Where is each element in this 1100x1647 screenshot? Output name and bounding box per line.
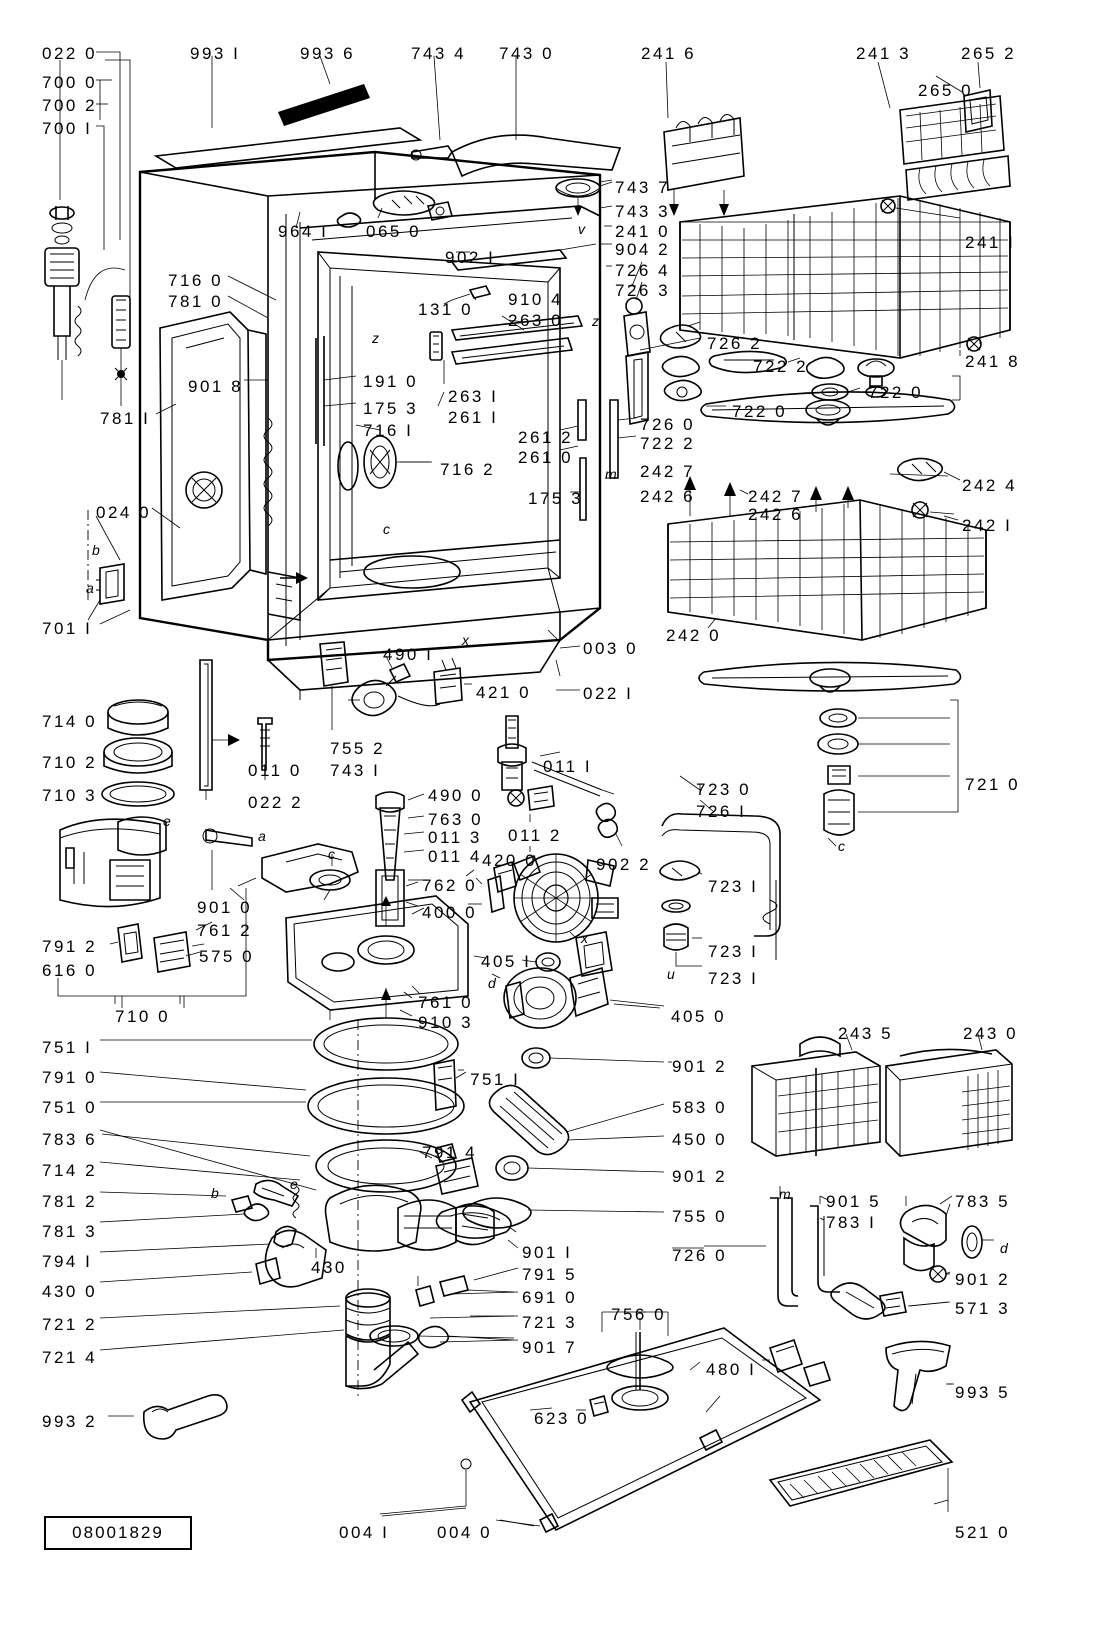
part-number-label: 700 I	[42, 119, 93, 138]
part-number-label: 004 0	[437, 1523, 493, 1542]
part-number-label: 910 3	[418, 1013, 474, 1032]
part-number-label: 265 0	[918, 81, 974, 100]
part-number-label: 751 0	[42, 1098, 98, 1117]
callout-letter: d	[1000, 1240, 1008, 1256]
part-number-label: 743 3	[615, 202, 671, 221]
part-number-label: 901 5	[826, 1192, 882, 1211]
part-number-label: 716 0	[168, 271, 224, 290]
part-number-label: 616 0	[42, 961, 98, 980]
part-number-label: 241 8	[965, 352, 1021, 371]
callout-letter: v	[578, 221, 585, 237]
part-number-label: 993 2	[42, 1412, 98, 1431]
callout-letter: a	[258, 828, 266, 844]
part-number-label: 623 0	[534, 1409, 590, 1428]
part-number-label: 756 0	[611, 1305, 667, 1324]
part-number-label: 583 0	[672, 1098, 728, 1117]
part-number-label: 791 5	[522, 1265, 578, 1284]
sump-housing	[100, 1130, 516, 1389]
part-number-label: 743 I	[330, 761, 381, 780]
part-number-label: 781 3	[42, 1222, 98, 1241]
part-number-label: 024 0	[96, 503, 152, 522]
part-number-label: 242 4	[962, 476, 1018, 495]
part-number-label: 241 I	[965, 233, 1016, 252]
part-number-label: 716 2	[440, 460, 496, 479]
part-number-label: 191 0	[363, 372, 419, 391]
part-number-label: 794 I	[42, 1252, 93, 1271]
part-number-label: 791 2	[42, 937, 98, 956]
callout-letter: x	[462, 632, 469, 648]
part-number-label: 242 6	[748, 505, 804, 524]
part-number-label: 726 0	[672, 1246, 728, 1265]
part-number-label: 901 2	[672, 1057, 728, 1076]
part-number-label: 400 0	[422, 903, 478, 922]
part-number-label: 243 0	[963, 1024, 1019, 1043]
part-number-label: 721 4	[42, 1348, 98, 1367]
top-lid-743-0	[411, 56, 620, 216]
callout-letter: c	[838, 838, 845, 854]
part-number-label: 721 2	[42, 1315, 98, 1334]
part-number-label: 716 I	[363, 421, 414, 440]
part-number-label: 964 I	[278, 222, 329, 241]
part-number-label: 011 2	[508, 826, 562, 845]
callout-letter: b	[211, 1185, 219, 1201]
part-number-label: 242 0	[666, 626, 722, 645]
part-number-label: 722 0	[732, 402, 788, 421]
part-number-label: 755 0	[672, 1207, 728, 1226]
part-number-label: 022 I	[583, 684, 634, 703]
dark-strip-993-6	[278, 56, 370, 126]
part-number-label: 710 2	[42, 753, 98, 772]
part-number-label: 022 2	[248, 793, 304, 812]
part-number-label: 421 0	[476, 683, 532, 702]
part-number-label: 700 2	[42, 96, 98, 115]
callout-letter: e	[163, 813, 171, 829]
funnel-993-5	[886, 1341, 952, 1410]
callout-letter: e	[290, 1176, 298, 1192]
part-number-label: 726 I	[696, 802, 747, 821]
part-number-label: 430 0	[42, 1282, 98, 1301]
part-number-label: 131 0	[418, 300, 474, 319]
part-number-label: 723 I	[708, 969, 759, 988]
part-number-label: 726 3	[615, 281, 671, 300]
callout-letter: u	[667, 966, 675, 982]
part-number-label: 420 0	[482, 851, 538, 870]
part-number-label: 783 6	[42, 1130, 98, 1149]
part-number-label: 710 3	[42, 786, 98, 805]
part-number-label: 490 I	[383, 645, 434, 664]
part-number-label: 791 0	[42, 1068, 98, 1087]
part-number-label: 450 0	[672, 1130, 728, 1149]
part-number-label: 430	[311, 1258, 347, 1277]
part-number-label: 726 4	[615, 261, 671, 280]
part-number-label: 575 0	[199, 947, 255, 966]
part-number-label: 700 0	[42, 73, 98, 92]
part-number-label: 011 4	[428, 847, 482, 866]
part-number-label: 714 0	[42, 712, 98, 731]
part-number-label: 261 0	[518, 448, 574, 467]
part-number-label: 902 2	[596, 855, 652, 874]
part-number-label: 011 3	[428, 828, 482, 847]
float-sensor	[376, 716, 622, 926]
part-number-label: 993 6	[300, 44, 356, 63]
callout-letter: a	[86, 580, 94, 596]
part-number-label: 242 6	[640, 487, 696, 506]
document-number: 08001829	[44, 1516, 192, 1550]
part-number-label: 714 2	[42, 1161, 98, 1180]
door-hinge-damper	[45, 60, 130, 620]
part-number-label: 175 3	[528, 489, 584, 508]
part-number-label: 723 I	[708, 877, 759, 896]
callout-letter: d	[488, 975, 496, 991]
part-number-label: 242 7	[748, 487, 804, 506]
cutlery-baskets	[752, 1034, 1012, 1156]
upper-basket	[664, 62, 1010, 358]
part-number-label: 065 0	[366, 222, 422, 241]
callout-letter: z	[372, 330, 379, 346]
part-number-label: 242 I	[962, 516, 1013, 535]
wrench-993-2	[108, 1395, 227, 1439]
part-number-label: 901 2	[672, 1167, 728, 1186]
part-number-label: 480 I	[706, 1360, 757, 1379]
part-number-label: 783 5	[955, 1192, 1011, 1211]
part-number-label: 261 I	[448, 408, 499, 427]
part-number-label: 783 I	[826, 1213, 877, 1232]
callout-letter: z	[592, 313, 599, 329]
part-number-label: 902 I	[445, 248, 496, 267]
part-number-label: 726 2	[707, 334, 763, 353]
part-number-label: 743 0	[499, 44, 555, 63]
part-number-label: 241 0	[615, 222, 671, 241]
part-number-label: 691 0	[522, 1288, 578, 1307]
part-number-label: 521 0	[955, 1523, 1011, 1542]
callout-letter: c	[383, 521, 390, 537]
part-number-label: 722 0	[868, 383, 924, 402]
part-number-label: 261 2	[518, 428, 574, 447]
callout-letter: x	[581, 930, 588, 946]
part-number-label: 242 7	[640, 462, 696, 481]
part-number-label: 993 5	[955, 1383, 1011, 1402]
lower-basket	[668, 458, 986, 640]
part-number-label: 723 I	[708, 942, 759, 961]
part-number-label: 726 0	[640, 415, 696, 434]
part-number-label: 901 2	[955, 1270, 1011, 1289]
heater-strip	[770, 1440, 952, 1506]
part-number-label: 265 2	[961, 44, 1017, 63]
part-number-label: 490 0	[428, 786, 484, 805]
part-number-label: 405 I	[481, 952, 532, 971]
callout-letter: m	[605, 466, 617, 482]
part-number-label: 762 0	[422, 876, 478, 895]
callout-letter: c	[328, 846, 335, 862]
part-number-label: 022 0	[42, 44, 98, 63]
part-number-label: 722 2	[753, 357, 809, 376]
part-number-label: 761 0	[418, 993, 474, 1012]
part-number-label: 241 6	[641, 44, 697, 63]
base-pan	[380, 1312, 830, 1532]
part-number-label: 701 I	[42, 619, 93, 638]
part-number-label: 904 2	[615, 240, 671, 259]
part-number-label: 751 I	[470, 1070, 521, 1089]
part-number-label: 003 0	[583, 639, 639, 658]
inner-door-panel	[160, 312, 272, 600]
part-number-label: 901 0	[197, 898, 253, 917]
part-number-label: 263 I	[448, 387, 499, 406]
part-number-label: 011 I	[543, 757, 593, 776]
part-number-label: 901 7	[522, 1338, 578, 1357]
part-number-label: 781 2	[42, 1192, 98, 1211]
part-number-label: 755 2	[330, 739, 386, 758]
part-number-label: 722 2	[640, 434, 696, 453]
part-number-label: 763 0	[428, 810, 484, 829]
part-number-label: 993 I	[190, 44, 241, 63]
part-number-label: 721 0	[965, 775, 1021, 794]
part-number-label: 761 2	[197, 921, 253, 940]
part-number-label: 243 5	[838, 1024, 894, 1043]
part-number-label: 721 3	[522, 1313, 578, 1332]
part-number-label: 751 I	[42, 1038, 93, 1057]
part-number-label: 241 3	[856, 44, 912, 63]
part-number-label: 781 I	[100, 409, 151, 428]
part-number-label: 743 7	[615, 178, 671, 197]
part-number-label: 710 0	[115, 1007, 171, 1026]
callout-letter: m	[779, 1186, 791, 1202]
part-number-label: 263 0	[508, 311, 564, 330]
part-number-label: 571 3	[955, 1299, 1011, 1318]
part-number-label: 175 3	[363, 399, 419, 418]
part-number-label: 723 0	[696, 780, 752, 799]
part-number-label: 781 0	[168, 292, 224, 311]
part-number-label: 004 I	[339, 1523, 390, 1542]
part-number-label: 901 8	[188, 377, 244, 396]
part-number-label: 011 0	[248, 761, 302, 780]
part-number-label: 910 4	[508, 290, 564, 309]
part-number-label: 743 4	[411, 44, 467, 63]
part-number-label: 901 I	[522, 1243, 573, 1262]
callout-letter: b	[92, 542, 100, 558]
part-number-label: 405 0	[671, 1007, 727, 1026]
part-number-label: 791 4	[422, 1143, 478, 1162]
